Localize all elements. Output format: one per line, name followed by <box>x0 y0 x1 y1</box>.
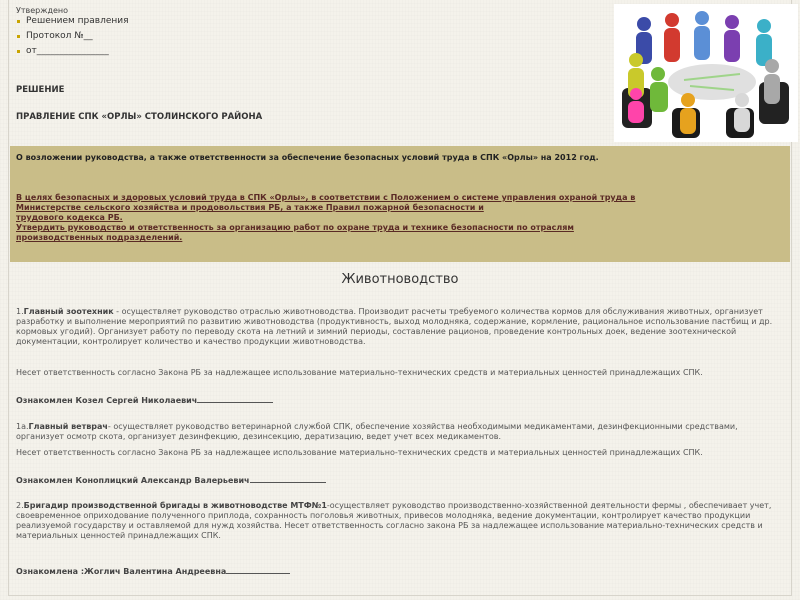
entry-role: Главный ветврач <box>28 422 108 431</box>
preamble-line-2: Министерстве сельского хозяйства и продовольствия РБ, а также Правил пожарной безопасности и <box>16 203 484 212</box>
entry-duties: -осуществляет руководство производственно-хозяйственной деятельности фермы , обеспечивает учет, своевременное оприходование полученного приплода, сохранность поголовья животных, привесов молодняка, ведение документации, контролирует качество продукции реализуемой государству и оставляемой для нужд хозяйства. Несет ответственность согласно закона РБ за надлежащее использование материально-технических средств и материальных ценностей принадлежащих СПК. <box>16 501 772 540</box>
figure-green <box>650 67 668 112</box>
entry-duties: - осуществляет руководство отраслью животноводства. Производит расчеты требуемого количества кормов для обслуживания животных, организует разработку и выполнение мероприятий по развитию животноводства (продуктивность, выход молодняка, содержание, кормление, рациональное использование пастбищ и др. кормовых угодий). Организует работу по переводу скота на летний и зимний периоды, составление рационов, проведение контрольных доек, ведение зоотехнической документации, контролирует количество и качество продукции животноводства. <box>16 307 773 346</box>
entry-role: Главный зоотехник <box>23 307 114 316</box>
entry-number: 1. <box>16 307 24 316</box>
figure-orange <box>680 93 696 134</box>
entry-role: Бригадир производственной бригады в животноводстве МТФ№1 <box>23 501 327 510</box>
preamble-line-5: производственных подразделений. <box>16 233 183 242</box>
signature-name: Ознакомлена :Жоглич Валентина Андреевна <box>16 567 227 576</box>
preamble <box>16 193 780 243</box>
board-title: ПРАВЛЕНИЕ СПК «ОРЛЫ» СТОЛИНСКОГО РАЙОНА <box>16 112 263 122</box>
preamble-line-4: Утвердить руководство и ответственность за организацию работ по охране труда и технике безопасности по отраслям <box>16 223 574 232</box>
signature-line <box>16 394 273 405</box>
decision-title: РЕШЕНИЕ <box>16 85 65 95</box>
approval-item-date: от________________ <box>16 46 129 57</box>
entry-liability: Несет ответственность согласно Закона РБ за надлежащее использование материально-технических средств и материальных ценностей принадлежащих СПК. <box>16 448 703 457</box>
approval-label: Утверждено <box>16 6 69 15</box>
approval-item-protocol: Протокол №__ <box>16 31 129 42</box>
signature-blank <box>197 394 273 403</box>
figure-purple <box>724 15 740 62</box>
figure-pink <box>628 88 644 123</box>
preamble-line-1: В целях безопасных и здоровых условий труда в СПК «Орлы», в соответствии с Положением о системе управления охраной труда в <box>16 193 636 202</box>
decision-subject: О возложении руководства, а также ответственности за обеспечение безопасных условий труда в СПК «Орлы» на 2012 год. <box>16 153 599 162</box>
approval-list <box>16 16 129 61</box>
entry-liability: Несет ответственность согласно Закона РБ за надлежащее использование материально-технических средств и материальных ценностей принадлежащих СПК. <box>16 368 703 377</box>
figure-lightblue <box>694 11 710 60</box>
entry-zootechnician <box>16 307 780 347</box>
team-figures-image <box>614 4 798 142</box>
meeting-illustration <box>614 4 798 142</box>
figure-white <box>734 93 750 132</box>
entry-number: 1а. <box>16 422 29 431</box>
figure-red <box>664 13 680 62</box>
signature-line <box>16 565 290 576</box>
signature-name: Ознакомлен Коноплицкий Александр Валерьевич <box>16 476 250 485</box>
entry-veterinarian <box>16 422 780 442</box>
signature-line <box>16 474 326 485</box>
section-title: Животноводство <box>341 272 459 287</box>
signature-blank <box>226 565 290 574</box>
figure-grey <box>764 59 780 104</box>
approval-item-board: Решением правления <box>16 16 129 27</box>
preamble-line-3: трудового кодекса РБ. <box>16 213 123 222</box>
signature-blank <box>250 474 326 483</box>
entry-brigadier <box>16 501 780 541</box>
entry-duties: - осуществляет руководство ветеринарной службой СПК, обеспечение хозяйства необходимыми медикаментами, дезинфекционными средствами, организует осмотр скота, организует дезинфекцию, дезинсекцию, дератизацию, ведет учет всех медикаментов. <box>16 422 738 441</box>
figure-cyan <box>756 19 772 66</box>
entry-number: 2. <box>16 501 24 510</box>
signature-name: Ознакомлен Козел Сергей Николаевич <box>16 396 198 405</box>
